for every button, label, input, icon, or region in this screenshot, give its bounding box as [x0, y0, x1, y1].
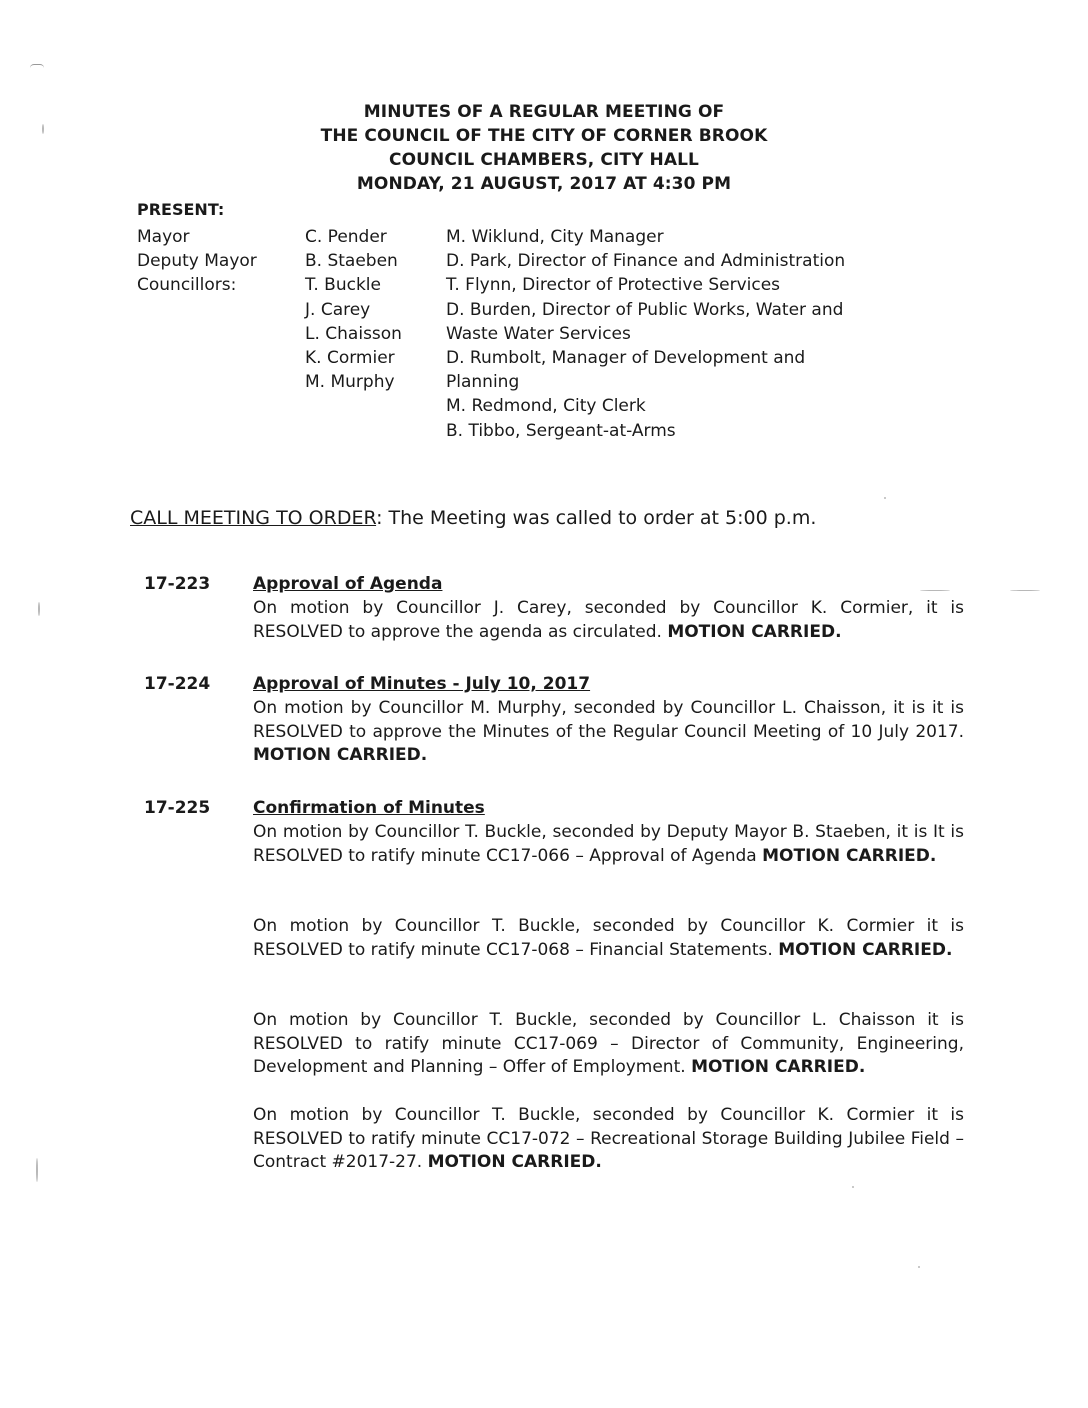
attendee-names [305, 225, 402, 394]
paragraph-text: On motion by Councillor T. Buckle, seconded by Deputy Mayor B. Staeben, it is It is RESOLVED to ratify minute CC17-066 – Approval of Agenda [253, 822, 964, 866]
attendee-name: B. Staeben [305, 251, 398, 272]
motion-carried: MOTION CARRIED. [427, 1152, 602, 1172]
staff-line: M. Wiklund, City Manager [446, 227, 664, 247]
minutes-header [0, 100, 1088, 196]
item-title: Confirmation of Minutes [253, 798, 485, 818]
attendee-name: K. Cormier [305, 348, 395, 369]
scan-mark [42, 124, 44, 134]
item-paragraph [253, 915, 964, 962]
role-mayor: Mayor [137, 227, 190, 247]
item-title: Approval of Agenda [253, 574, 443, 594]
item-number: 17-223 [144, 574, 211, 594]
motion-carried: MOTION CARRIED. [667, 621, 842, 642]
scan-mark [38, 602, 40, 616]
header-line-3: COUNCIL CHAMBERS, CITY HALL [389, 150, 699, 170]
attendee-name: J. Carey [305, 299, 371, 320]
call-to-order [130, 507, 816, 529]
paragraph-text: On motion by Councillor M. Murphy, seconded by Councillor L. Chaisson, it is it is RESOLVED to approve the Minutes of the Regular Council Meeting of 10 July 2017. [253, 698, 964, 742]
scan-mark [1010, 590, 1040, 591]
item-paragraph [253, 1009, 964, 1080]
staff-line: M. Redmond, City Clerk [446, 396, 646, 417]
call-to-order-text: : The Meeting was called to order at 5:00 p.m. [376, 507, 817, 529]
paragraph-text: On motion by Councillor J. Carey, seconded by Councillor K. Cormier, it is RESOLVED to approve the agenda as circulated. [253, 598, 964, 642]
staff-line: Planning [446, 372, 520, 393]
item-title: Approval of Minutes - July 10, 2017 [253, 674, 591, 694]
scan-mark [920, 590, 950, 591]
attendee-name: T. Buckle [305, 275, 381, 296]
motion-carried: MOTION CARRIED. [762, 845, 937, 866]
staff-line: T. Flynn, Director of Protective Services [446, 275, 781, 296]
role-deputy-mayor: Deputy Mayor [137, 251, 257, 272]
staff-line: Waste Water Services [446, 323, 631, 344]
present-label: PRESENT: [137, 200, 225, 219]
scan-mark [852, 1186, 854, 1188]
paragraph-text: On motion by Councillor T. Buckle, seconded by Councillor L. Chaisson it is RESOLVED to ratify minute CC17-069 – Director of Community, Engineering, Development and Planning – Offer of Employment. [253, 1010, 964, 1077]
paragraph-text: On motion by Councillor T. Buckle, seconded by Councillor K. Cormier it is RESOLVED to ratify minute CC17-068 – Financial Statements. [253, 916, 964, 960]
staff-line: D. Burden, Director of Public Works, Water and [446, 299, 844, 320]
item-paragraph [253, 1104, 964, 1175]
motion-carried: MOTION CARRIED. [778, 939, 953, 960]
staff-line: D. Rumbolt, Manager of Development and [446, 348, 806, 369]
scan-mark [30, 64, 44, 68]
staff-list [446, 225, 845, 443]
staff-line: D. Park, Director of Finance and Administration [446, 251, 846, 272]
attendee-name: C. Pender [305, 227, 387, 247]
item-number: 17-224 [144, 674, 211, 694]
scan-mark [884, 497, 886, 499]
item-paragraph [253, 697, 964, 768]
item-number: 17-225 [144, 798, 211, 818]
header-line-2: THE COUNCIL OF THE CITY OF CORNER BROOK [320, 126, 768, 146]
call-to-order-label: CALL MEETING TO ORDER [130, 507, 377, 529]
attendee-name: M. Murphy [305, 372, 395, 393]
staff-line: B. Tibbo, Sergeant-at-Arms [446, 420, 676, 441]
header-line-1: MINUTES OF A REGULAR MEETING OF [363, 102, 725, 122]
attendee-name: L. Chaisson [305, 323, 402, 344]
motion-carried: MOTION CARRIED. [691, 1057, 866, 1077]
item-paragraph [253, 821, 964, 868]
role-councillors: Councillors: [137, 275, 237, 296]
attendee-roles [137, 225, 257, 298]
scan-mark [918, 1266, 920, 1268]
motion-carried: MOTION CARRIED. [253, 745, 428, 765]
scan-mark [36, 1158, 38, 1182]
paragraph-text: On motion by Councillor T. Buckle, seconded by Councillor K. Cormier it is RESOLVED to ratify minute CC17-072 – Recreational Storage Building Jubilee Field – Contract #2017-27. [253, 1105, 964, 1172]
header-line-4: MONDAY, 21 AUGUST, 2017 AT 4:30 PM [356, 174, 732, 194]
item-paragraph [253, 597, 964, 644]
